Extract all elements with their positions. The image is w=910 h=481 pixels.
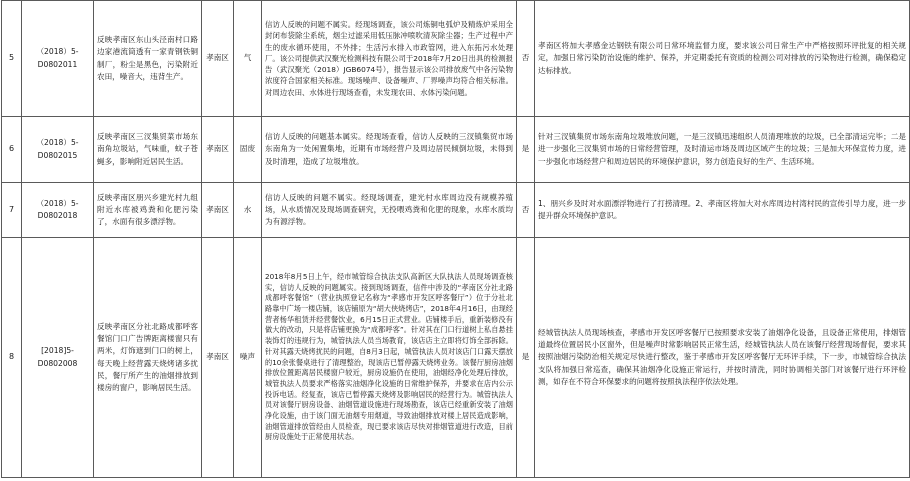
row-number: 8 <box>2 238 22 478</box>
investigation-findings: 信访人反映的问题不属实。经现场调查，建光村水库周边没有规模养殖场，从水质情况及现场调查研究，无投喂鸡粪和化肥的现象，水库水质均为有源浮物。 <box>262 183 517 238</box>
complaint-content: 反映孝南区分社北路成都呼客餐馆门口广告牌距离楼窗只有两米，灯饰遮到门口的树上，每天晚上经营露天烧烤诸多扰民，餐厅所产生的油烟排放到楼房的窗户，影响居民生活。 <box>94 238 202 478</box>
table-row <box>2 183 910 238</box>
investigation-findings: 信访人反映的问题基本属实。经现场查看，信访人反映的三汊镇集贸市场东南角为一处闲置集地，近期有市场经营户及周边居民倾倒垃圾，未得到及时清理，造成了垃圾堆放。 <box>262 117 517 183</box>
investigation-findings: 2018年8月5日上午，经市城管综合执法支队高新区大队执法人员现场调查核实，信访人反映的问题属实。接到现场调查，信件中涉及的“孝南区分社北路成都呼客餐馆”（营业执照登记名称为“孝感市开发区呼客餐厅”）位于分社北路靠中广场一楼店铺，该店铺原为“胡大侠烧烤店”，2018年4月16日，由现经营者杨华租赁并经营餐饮业，6月15日正式营业。店铺楼手后，重新装修没有做大的改动，只是将店铺更换为“成都呼客”。针对其在门口行道树上私自悬挂装饰灯的违规行为，城管执法人员当场教育，该店店主立即将灯饰全部拆除。针对其露天烧烤扰民的问题，自8月3日起，城管执法人员对该店门口露天摆放的10余张餐桌进行了清理整治，现该店已暂停露天烧烤业务。该餐厅厨房油烟排放位置距离居民楼窗户较近，厨房设施仍在使用，油烟经净化处理后排放，城管执法人员要求严格落实油烟净化设施的日常维护保养，并要求在店内公示投诉电话。经复查，该店已暂停露天烧烤及影响居民的经营行为。城管执法人员对该餐厅厨房设备、油烟管道设施进行现场勘查，该店已经重新安装了油烟净化设施，由于该门面无油烟专用烟道，导致油烟排放对楼上居民造成影响，油烟管道排放管经由人员检查，现已要求该店尽快对排烟管道进行改造，目前厨房设施处于正常使用状态。 <box>262 238 517 478</box>
complaint-content: 反映孝南区三汊集贸菜市场东南角垃圾站，气味重，蚊子苍蝇多，影响附近居民生活。 <box>94 117 202 183</box>
handling-measures: 孝南区将加大孝感金达钢铁有限公司日常环境监督力度，要求该公司日常生产中严格按照环评批复的相关规定，加强日常污染防治设施的维护、保养，并定期委托有资质的检测公司对排放的污染物进行检测，确保稳定达标排放。 <box>535 1 910 117</box>
handling-measures: 经城管执法人员现场核查，孝感市开发区呼客餐厅已按照要求安装了油烟净化设备，且设备正常使用，排烟管道最终位置居民小区窗外，但是噪声时常影响居民正常生活，经城管执法人员在该餐厅经营现场督促，要求其按照油烟污染防治相关规定尽快进行整改，鉴于孝感市开发区呼客餐厅无环评手续，下一步，市城管综合执法支队将加强日常巡查，确保其油烟净化设施正常运行，并按时清洗，同时协调相关部门对该餐厅进行环评检测，如存在不符合环保要求的问题将按照执法程序依法处理。 <box>535 238 910 478</box>
district: 孝南区 <box>202 238 234 478</box>
petition-table <box>1 0 910 478</box>
district: 孝南区 <box>202 183 234 238</box>
district: 孝南区 <box>202 117 234 183</box>
table-row <box>2 1 910 117</box>
complaint-content: 反映孝南区东山头泾南村口路边家港流筒透有一家青钢铁铜制厂，粉尘是黑色，污染附近农田，噪音大，违背生产。 <box>94 1 202 117</box>
handling-measures: 针对三汊镇集贸市场东南角垃圾堆放问题，一是三汊镇迅速组织人员清理堆放的垃圾，已全部清运完毕；二是进一步强化三汊集贸市场的日常经营管理，及时清运市场及周边区域产生的垃圾；三是加大环保宣传力度，进一步强化市场经营户和周边居民的环境保护意识，努力创造良好的生产、生活环境。 <box>535 117 910 183</box>
verdict: 是 <box>517 117 535 183</box>
verdict: 否 <box>517 1 535 117</box>
pollution-type: 噪声 <box>234 238 262 478</box>
row-number: 6 <box>2 117 22 183</box>
investigation-findings: 信访人反映的问题不属实。经现场调查，该公司炼铜电弧炉及精炼炉采用全封闭布袋除尘系统，烟尘过滤采用低压脉冲喷吹清灰除尘器；生产过程中产生的废水循环使用，不外排；生活污水排入市政管网，进入东拓污水处理厂。该公司提供武汉聚光检测科技有限公司于2018年7月20日出具的检测报告（武汉聚光（2018）JGB6074号），报告显示该公司排放废气中各污染物浓度符合国家相关标准。现场噪声、设备噪声、厂界噪声均符合相关标准。对周边农田、水体进行现场查看，未发现农田、水体污染问题。 <box>262 1 517 117</box>
handling-measures: 1、朋兴乡及时对水面漂浮物进行了打捞清理。2、孝南区将加大对水库周边村湾村民的宣传引导力度，进一步提升群众环境保护意识。 <box>535 183 910 238</box>
pollution-type: 水 <box>234 183 262 238</box>
case-code: （2018）5-D0802015 <box>22 117 94 183</box>
row-number: 5 <box>2 1 22 117</box>
case-code: [2018]5-D0802008 <box>22 238 94 478</box>
district: 孝南区 <box>202 1 234 117</box>
verdict: 否 <box>517 183 535 238</box>
case-code: （2018）5-D0802011 <box>22 1 94 117</box>
pollution-type: 固废 <box>234 117 262 183</box>
table-row <box>2 117 910 183</box>
verdict: 是 <box>517 238 535 478</box>
complaint-content: 反映孝南区朋兴乡建光村九组附近水库被鸡粪和化肥污染了，水面有很多漂浮物。 <box>94 183 202 238</box>
row-number: 7 <box>2 183 22 238</box>
case-code: （2018）5-D0802018 <box>22 183 94 238</box>
pollution-type: 气 <box>234 1 262 117</box>
table-row <box>2 238 910 478</box>
